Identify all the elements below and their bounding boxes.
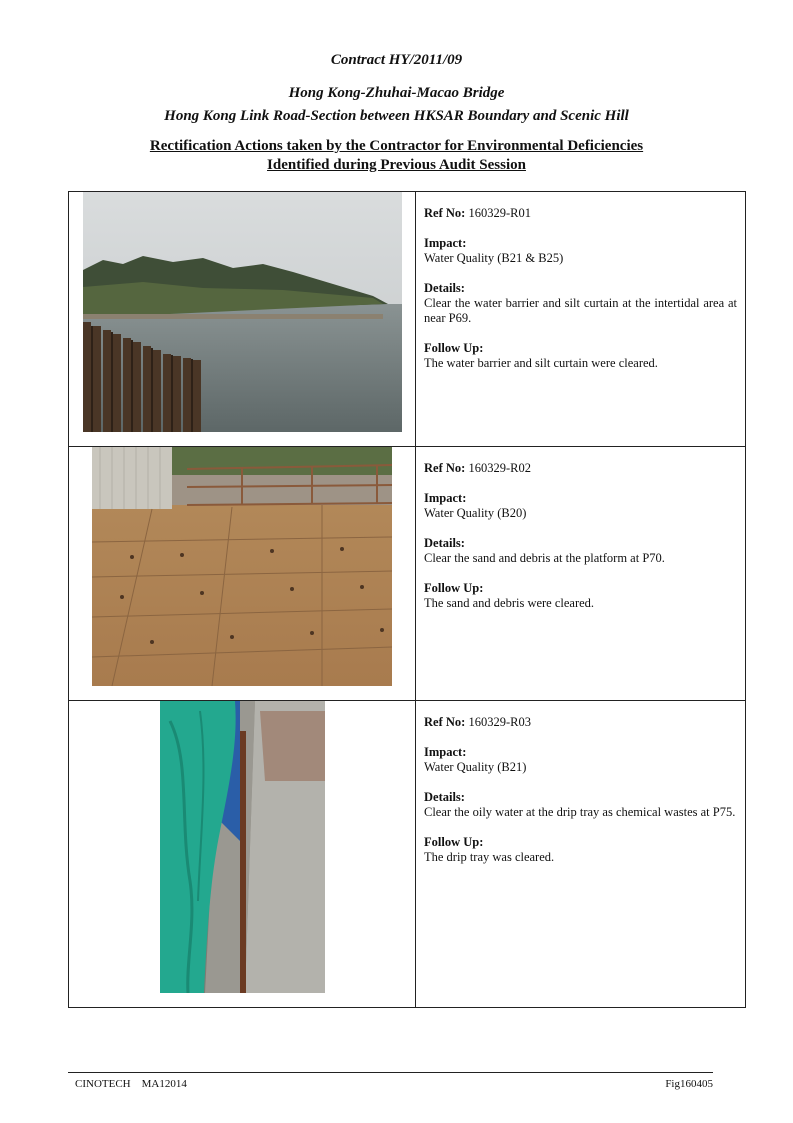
details-label: Details: xyxy=(424,281,465,295)
details-label: Details: xyxy=(424,790,465,804)
impact-value: Water Quality (B21 & B25) xyxy=(424,251,564,265)
ref-label: Ref No: xyxy=(424,206,466,220)
ref-number xyxy=(424,206,737,221)
project-section: Hong Kong Link Road-Section between HKSAR Boundary and Scenic Hill xyxy=(164,108,629,124)
impact-value: Water Quality (B21) xyxy=(424,760,527,774)
ref-number xyxy=(424,461,737,476)
follow-up-block xyxy=(424,341,737,371)
table-row xyxy=(69,192,746,447)
impact-block xyxy=(424,491,737,521)
details-value: Clear the sand and debris at the platform at P70. xyxy=(424,551,665,565)
footer-rule xyxy=(68,1072,713,1073)
ref-value: 160329-R03 xyxy=(468,715,531,729)
photo-cell xyxy=(69,447,416,701)
follow-up-value: The sand and debris were cleared. xyxy=(424,596,595,610)
details-cell xyxy=(416,701,746,1008)
project-name: Hong Kong-Zhuhai-Macao Bridge xyxy=(288,85,505,101)
follow-up-value: The drip tray was cleared. xyxy=(424,850,555,864)
details-cell xyxy=(416,192,746,447)
table-row xyxy=(69,701,746,1008)
details-value: Clear the water barrier and silt curtain at the intertidal area at near P69. xyxy=(424,296,737,325)
follow-up-block xyxy=(424,581,737,611)
follow-up-label: Follow Up: xyxy=(424,341,484,355)
impact-label: Impact: xyxy=(424,491,467,505)
ref-label: Ref No: xyxy=(424,461,466,475)
follow-up-label: Follow Up: xyxy=(424,581,484,595)
photo-cell xyxy=(69,701,416,1008)
contract-number: Contract HY/2011/09 xyxy=(330,52,463,68)
photo-drip-tray xyxy=(160,701,325,993)
follow-up-block xyxy=(424,835,737,865)
ref-number xyxy=(424,715,737,730)
impact-label: Impact: xyxy=(424,236,467,250)
follow-up-label: Follow Up: xyxy=(424,835,484,849)
footer-right: Fig160405 xyxy=(665,1078,713,1090)
ref-label: Ref No: xyxy=(424,715,466,729)
ref-value: 160329-R02 xyxy=(468,461,531,475)
photo-cell xyxy=(69,192,416,447)
details-block xyxy=(424,536,737,566)
details-label: Details: xyxy=(424,536,465,550)
footer-left: CINOTECH MA12014 xyxy=(75,1078,187,1090)
impact-block xyxy=(424,236,737,266)
impact-label: Impact: xyxy=(424,745,467,759)
ref-value: 160329-R01 xyxy=(468,206,531,220)
page-title xyxy=(0,137,793,175)
title-line-1: Rectification Actions taken by the Contractor for Environmental Deficiencies xyxy=(149,138,644,154)
impact-block xyxy=(424,745,737,775)
follow-up-value: The water barrier and silt curtain were cleared. xyxy=(424,356,658,370)
table-row xyxy=(69,447,746,701)
photo-coastline-sheet-piles xyxy=(83,192,402,432)
details-block xyxy=(424,281,737,326)
title-line-2: Identified during Previous Audit Session xyxy=(267,157,526,173)
details-value: Clear the oily water at the drip tray as chemical wastes at P75. xyxy=(424,805,736,819)
details-cell xyxy=(416,447,746,701)
rectification-table xyxy=(68,191,746,1008)
details-block xyxy=(424,790,737,820)
impact-value: Water Quality (B20) xyxy=(424,506,527,520)
photo-steel-platform xyxy=(92,447,392,686)
